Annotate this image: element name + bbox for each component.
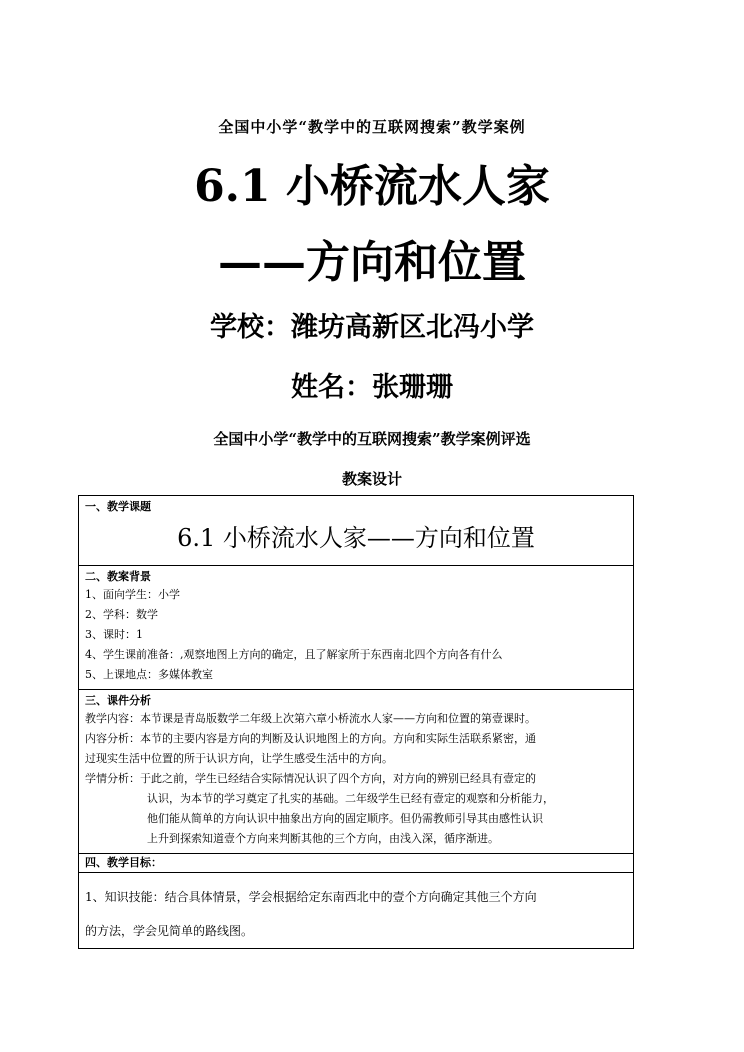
text-line: 他们能从简单的方向认识中抽象出方向的固定顺序。但仍需教师引导其由感性认识	[147, 812, 543, 825]
text-line: 认识，为本节的学习奠定了扎实的基础。二年级学生已经有壹定的观察和分析能力，	[147, 792, 554, 805]
list-item: 2、学科：数学	[85, 608, 158, 621]
cover-title-line2: ——方向和位置	[218, 237, 526, 288]
text-line: 教学内容：本节课是青岛版数学二年级上次第六章小桥流水人家——方向和位置的第壹课时。	[85, 712, 536, 725]
list-item: 4、学生课前准备：,观察地图上方向的确定，且了解家所于东西南北四个方向各有什么	[85, 648, 503, 661]
section-background	[79, 566, 633, 690]
design-title: 教案设计	[341, 470, 402, 488]
page-header: 全国中小学“教学中的互联网搜索”教学案例	[218, 118, 526, 136]
goal-line: 1、知识技能：结合具体情景，学会根据给定东南西北中的壹个方向确定其他三个方向	[85, 890, 537, 904]
cover-title-line1: 6.1 小桥流水人家	[194, 161, 550, 212]
section-title: 三、课件分析	[85, 694, 151, 707]
text-line: 内容分析：本节的主要内容是方向的判断及认识地图上的方向。方向和实际生活联系紧密，通	[85, 732, 536, 745]
lesson-title: 6.1 小桥流水人家——方向和位置	[177, 524, 535, 552]
text-line: 学情分析：于此之前，学生已经结合实际情况认识了四个方向，对方向的辨别已经具有壹定的	[85, 772, 536, 785]
author-name: 姓名：张珊珊	[291, 372, 453, 403]
section-topic	[79, 496, 633, 566]
list-item: 1、面向学生：小学	[85, 588, 180, 601]
section-title: 四、教学目标：	[85, 856, 162, 869]
text-line: 过现实生活中位置的所于认识方向，让学生感受生活中的方向。	[85, 752, 393, 765]
lesson-plan-table	[78, 495, 634, 949]
text-line: 上升到探索知道壹个方向来判断其他的三个方向，由浅入深，循序渐进。	[147, 832, 499, 845]
section-goals-title	[79, 854, 633, 873]
list-item: 3、课时：1	[85, 628, 143, 641]
section-title: 一、教学课题	[85, 500, 151, 513]
section-analysis	[79, 690, 633, 854]
section-title: 二、教案背景	[85, 570, 151, 583]
list-item: 5、上课地点：多媒体教室	[85, 668, 213, 681]
section-goals	[79, 873, 633, 948]
school-name: 学校：潍坊高新区北冯小学	[210, 312, 534, 343]
contest-title: 全国中小学“教学中的互联网搜索”教学案例评选	[213, 430, 531, 448]
goal-line: 的方法，学会见简单的路线图。	[85, 924, 254, 938]
